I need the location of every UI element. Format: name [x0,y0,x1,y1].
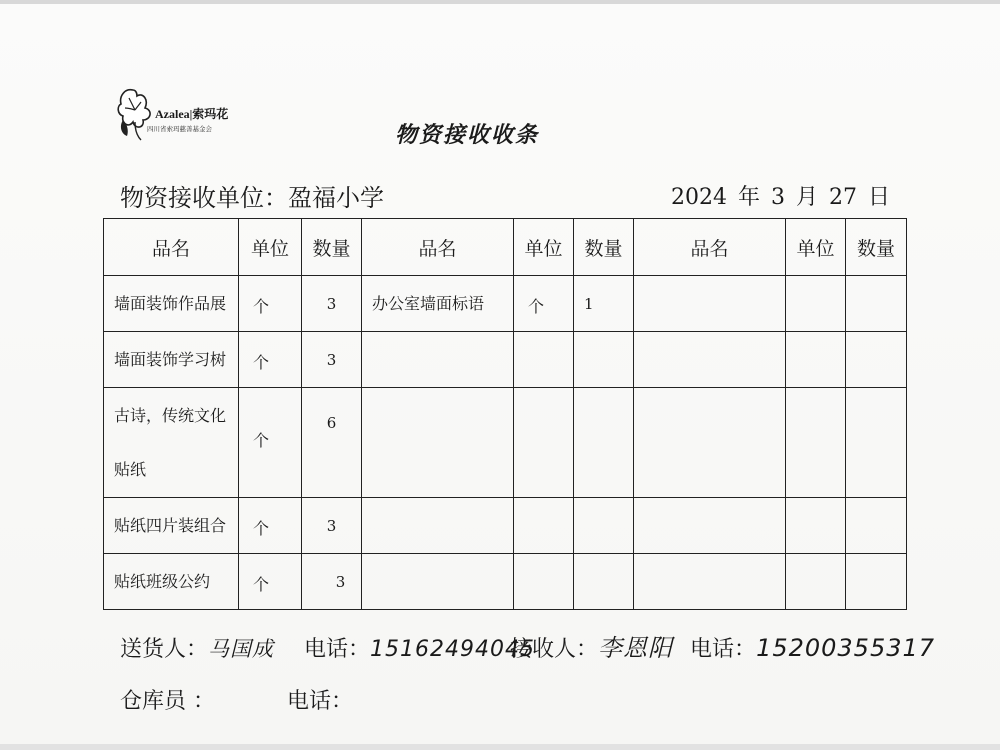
receiver-signature: 李恩阳 [598,634,674,662]
item-unit: 个 [239,554,302,610]
empty-cell [514,332,574,388]
empty-cell [846,554,907,610]
receiver-label: 接收人： [510,637,599,662]
materials-table [103,218,907,610]
item-unit: 个 [239,332,302,388]
keeper-label: 仓库员 ： [120,689,215,714]
date-year-char: 年 [738,185,761,210]
empty-cell [362,554,514,610]
empty-cell [574,332,634,388]
empty-cell [786,276,846,332]
header-cell: 品名 [104,219,239,276]
receiver-phone-label: 电话： [690,637,757,662]
table-row [104,332,907,388]
item-qty: 3 [302,332,362,388]
empty-cell [362,332,514,388]
table-row [104,276,907,332]
item-unit: 个 [239,498,302,554]
empty-cell [634,388,786,498]
keeper-phone-label: 电话： [287,689,354,714]
receipt-date [671,180,890,211]
item-qty: 3 [302,498,362,554]
header-cell: 数量 [574,219,634,276]
empty-cell [786,388,846,498]
empty-cell [846,276,907,332]
empty-cell [574,498,634,554]
header-cell: 单位 [239,219,302,276]
item-qty: 3 [302,554,362,610]
sender-phone: 15162494045 [370,637,535,662]
empty-cell [574,554,634,610]
empty-cell [846,388,907,498]
header-cell: 数量 [846,219,907,276]
item-name: 贴纸四片装组合 [104,498,239,554]
sender-signature: 马国成 [208,637,275,661]
header-cell: 品名 [634,219,786,276]
receiver-phone: 15200355317 [756,634,936,662]
empty-cell [634,554,786,610]
empty-cell [786,332,846,388]
item-name: 墙面装饰作品展 [104,276,239,332]
table-row [104,554,907,610]
document-title: 物资接收收条 [395,122,540,148]
table-header-row [104,219,907,276]
recipient-label: 物资接收单位： [120,184,288,212]
header-cell: 单位 [786,219,846,276]
empty-cell [362,388,514,498]
item-unit: 个 [239,276,302,332]
table-row [104,388,907,498]
item-name-line2: 贴纸 [114,459,147,479]
delivery-signature-row [120,628,935,663]
sender-phone-label: 电话： [304,637,371,662]
empty-cell [634,332,786,388]
item-unit: 个 [514,276,574,332]
date-day-char: 日 [868,185,891,210]
empty-cell [634,276,786,332]
foundation-logo [115,86,265,142]
logo-subtitle: 四川省索玛慈善基金会 [147,125,212,133]
item-qty: 3 [302,276,362,332]
empty-cell [634,498,786,554]
empty-cell [846,332,907,388]
azalea-flower-icon [115,86,155,142]
empty-cell [574,388,634,498]
item-name-line1: 古诗，传统文化 [114,405,227,425]
date-month-char: 月 [796,185,819,210]
header-cell: 单位 [514,219,574,276]
item-name: 贴纸班级公约 [104,554,239,610]
item-name: 办公室墙面标语 [362,276,514,332]
empty-cell [514,554,574,610]
empty-cell [786,554,846,610]
table-row [104,498,907,554]
sender-label: 送货人： [120,637,209,662]
header-cell: 品名 [362,219,514,276]
empty-cell [514,388,574,498]
date-year: 2024 [671,185,727,210]
date-day: 27 [829,185,858,210]
empty-cell [846,498,907,554]
empty-cell [514,498,574,554]
header-cell: 数量 [302,219,362,276]
empty-cell [362,498,514,554]
item-qty: 1 [574,276,634,332]
recipient-value: 盈福小学 [288,184,384,212]
empty-cell [786,498,846,554]
item-name: 墙面装饰学习树 [104,332,239,388]
item-name [104,388,239,498]
recipient-line [120,178,384,213]
item-unit: 个 [239,388,302,498]
logo-brand-text: Azalea|索玛花 [155,107,229,121]
item-qty: 6 [302,388,362,498]
date-month: 3 [771,185,786,210]
